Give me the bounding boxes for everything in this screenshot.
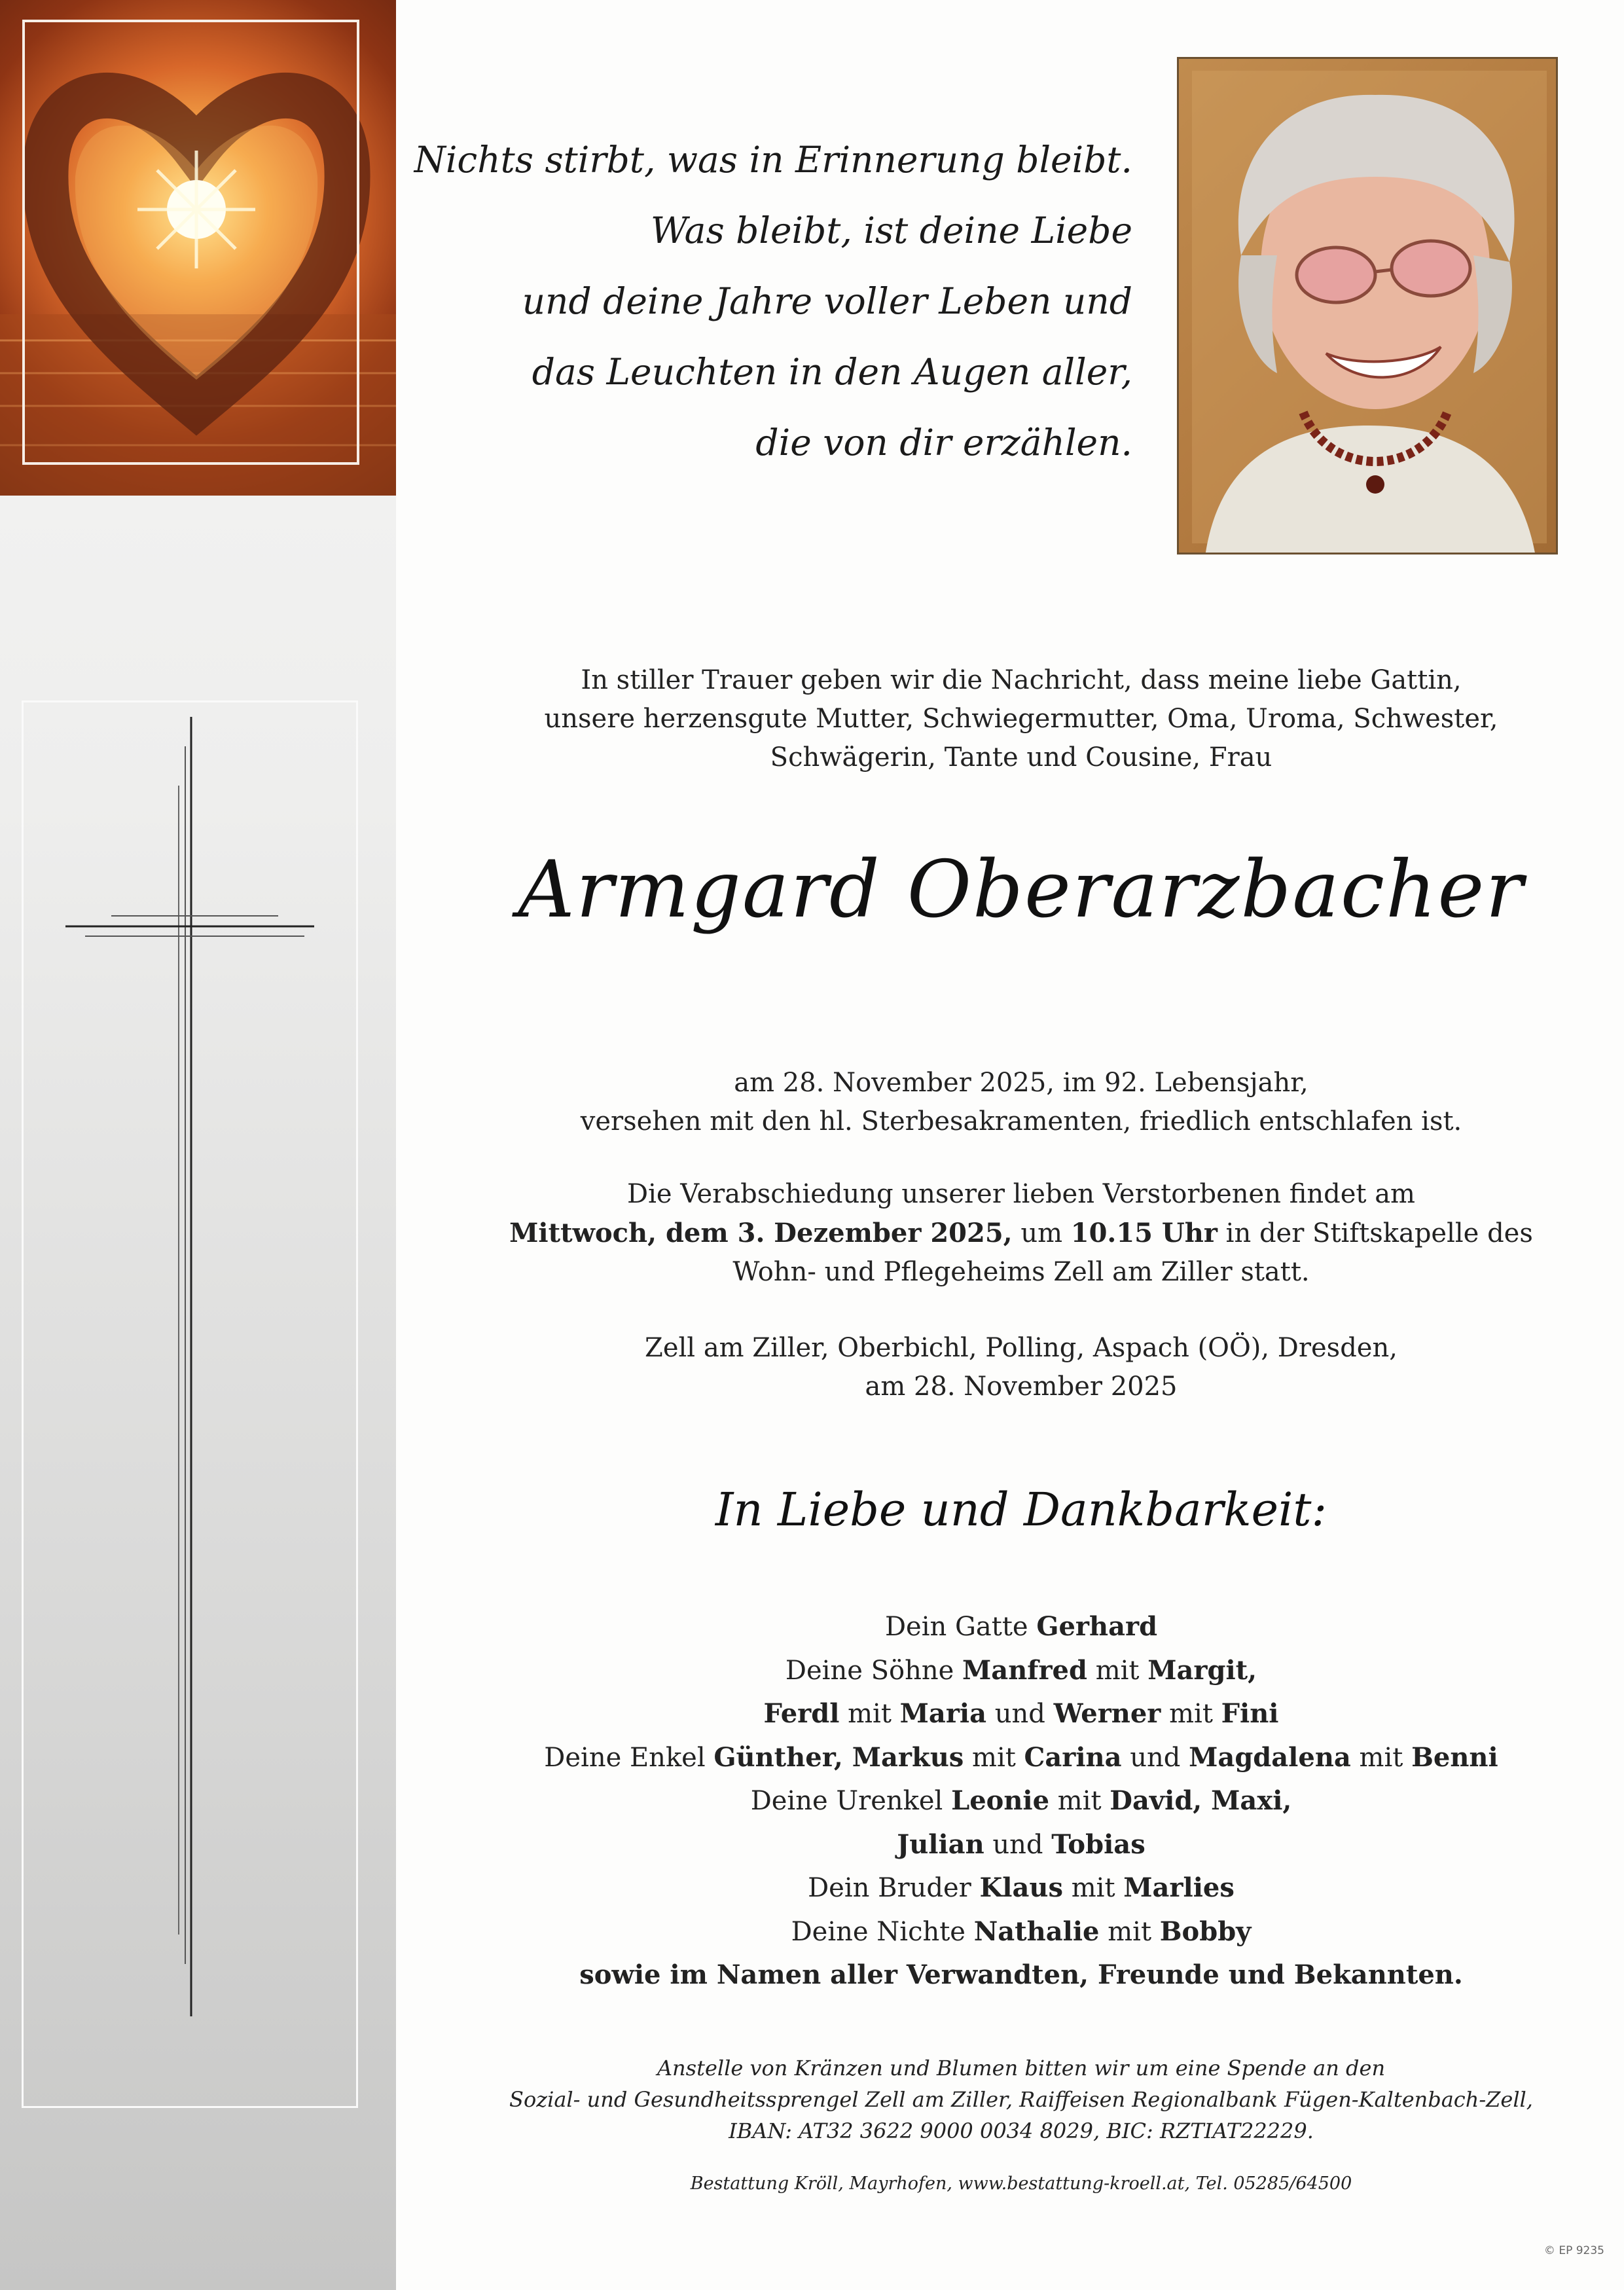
family-name: Benni <box>1411 1741 1498 1773</box>
family-name: Klaus <box>979 1872 1063 1903</box>
ceremony-time: 10.15 Uhr <box>1070 1218 1218 1248</box>
family-text: und <box>1121 1742 1189 1773</box>
family-line <box>484 1736 1558 1780</box>
deceased-name: Armgard Oberarzbacher <box>518 845 1525 936</box>
family-name: David, Maxi, <box>1110 1785 1292 1816</box>
family-text: mit <box>1063 1873 1124 1903</box>
family-text: und <box>986 1699 1054 1729</box>
family-name: Carina <box>1024 1741 1122 1773</box>
poem-line: die von dir erzählen. <box>755 422 1132 463</box>
family-name: Fini <box>1221 1698 1279 1729</box>
family-line <box>484 1823 1558 1867</box>
family-name: Leonie <box>951 1785 1050 1816</box>
ceremony-place: in der Stiftskapelle des <box>1217 1218 1533 1248</box>
family-name: Marlies <box>1123 1872 1235 1903</box>
family-text: mit <box>964 1742 1024 1773</box>
ceremony-line: Die Verabschiedung unserer lieben Verstorbenen findet am <box>627 1179 1415 1209</box>
family-text: Deine Söhne <box>785 1655 962 1686</box>
intro-line: In stiller Trauer geben wir die Nachricht, dass meine liebe Gattin, <box>581 665 1462 695</box>
family-name: Bobby <box>1159 1916 1252 1947</box>
family-text: mit <box>1087 1655 1148 1686</box>
places-line: Zell am Ziller, Oberbichl, Polling, Aspach (OÖ), Dresden, <box>645 1333 1398 1363</box>
gratitude-heading: In Liebe und Dankbarkeit: <box>715 1483 1327 1536</box>
intro-line: Schwägerin, Tante und Cousine, Frau <box>770 742 1272 772</box>
family-text: mit <box>839 1699 900 1729</box>
family-line <box>484 1910 1558 1954</box>
death-info <box>484 1064 1558 1141</box>
ceremony-info <box>484 1175 1558 1292</box>
family-line <box>484 1605 1558 1649</box>
death-line: versehen mit den hl. Sterbesakramenten, friedlich entschlafen ist. <box>580 1106 1462 1136</box>
undertaker-info: Bestattung Kröll, Mayrhofen, www.bestattung-kroell.at, Tel. 05285/64500 <box>690 2173 1352 2194</box>
family-text: Deine Nichte <box>791 1916 974 1947</box>
family-line <box>484 1692 1558 1736</box>
intro-line: unsere herzensgute Mutter, Schwiegermutter, Oma, Uroma, Schwester, <box>544 704 1498 734</box>
family-text: Deine Enkel <box>544 1742 714 1773</box>
family-name: Maria <box>899 1698 987 1729</box>
family-name: Tobias <box>1051 1828 1146 1860</box>
donation-bank-line: IBAN: AT32 3622 9000 0034 8029, BIC: RZTIAT22229. <box>729 2118 1314 2143</box>
places-date-line: am 28. November 2025 <box>865 1372 1178 1402</box>
poem-line: Nichts stirbt, was in Erinnerung bleibt. <box>414 139 1132 181</box>
family-name: Ferdl <box>763 1698 840 1729</box>
poem-line: Was bleibt, ist deine Liebe <box>650 209 1132 251</box>
family-closing-line: sowie im Namen aller Verwandten, Freunde und Bekannten. <box>579 1959 1463 1990</box>
family-text: und <box>984 1829 1052 1860</box>
donation-line: Sozial- und Gesundheitssprengel Zell am Ziller, Raiffeisen Regionalbank Fügen-Kaltenbach-Zell, <box>509 2087 1533 2112</box>
family-text: Deine Urenkel <box>750 1786 952 1816</box>
family-text: mit <box>1350 1742 1412 1773</box>
family-line <box>484 1649 1558 1693</box>
portrait-photo <box>1177 57 1558 554</box>
family-name: Gerhard <box>1036 1611 1158 1642</box>
family-line <box>484 1779 1558 1823</box>
donation-line: Anstelle von Kränzen und Blumen bitten wir um eine Spende an den <box>657 2056 1386 2081</box>
family-text: Dein Bruder <box>808 1873 980 1903</box>
family-name: Manfred <box>962 1654 1087 1686</box>
family-line <box>484 1866 1558 1910</box>
family-name: Magdalena <box>1189 1741 1351 1773</box>
poem-line: und deine Jahre voller Leben und <box>522 280 1132 322</box>
family-text: mit <box>1161 1699 1221 1729</box>
family-name: Werner <box>1053 1698 1161 1729</box>
family-name: Günther, Markus <box>713 1741 964 1773</box>
cross-icon <box>62 717 324 2026</box>
family-text: mit <box>1049 1786 1110 1816</box>
print-code: © EP 9235 <box>1543 2244 1604 2257</box>
family-name: Margit, <box>1147 1654 1257 1686</box>
family-name: Julian <box>897 1828 984 1860</box>
family-text: mit <box>1099 1916 1160 1947</box>
death-line: am 28. November 2025, im 92. Lebensjahr, <box>734 1068 1308 1098</box>
donation-request <box>484 2052 1558 2147</box>
photo-frame <box>22 20 359 465</box>
family-text: Dein Gatte <box>884 1612 1037 1642</box>
ceremony-line: Wohn- und Pflegeheims Zell am Ziller statt. <box>732 1257 1310 1287</box>
places-date <box>484 1329 1558 1406</box>
ceremony-text: um <box>1012 1218 1071 1248</box>
announcement-intro <box>484 661 1558 777</box>
poem <box>393 124 1132 478</box>
heart-hands-sunset-photo <box>0 0 396 496</box>
family-list <box>484 1605 1558 1997</box>
ceremony-date: Mittwoch, dem 3. Dezember 2025, <box>509 1218 1013 1248</box>
ceremony-date-line <box>484 1214 1558 1253</box>
poem-line: das Leuchten in den Augen aller, <box>532 351 1132 393</box>
family-name: Nathalie <box>973 1916 1100 1947</box>
